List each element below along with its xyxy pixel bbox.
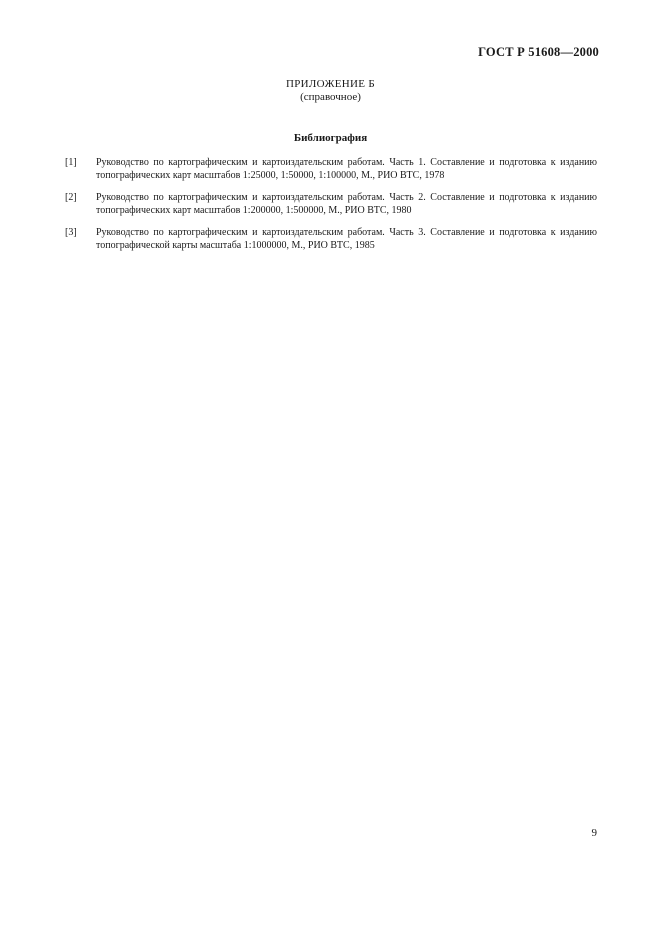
bibliography-item bbox=[65, 192, 597, 217]
appendix-heading bbox=[0, 78, 661, 104]
bibliography-list bbox=[65, 157, 597, 262]
bibliography-item-number: [1] bbox=[65, 157, 77, 168]
bibliography-title: Библиография bbox=[293, 132, 368, 144]
page-number: 9 bbox=[591, 827, 597, 839]
bibliography-item-text: Руководство по картографическим и картоиздательским работам. Часть 3. Составление и подготовка к изданию топографической карты масштаба 1:1000000, М., РИО ВТС, 1985 bbox=[96, 227, 597, 251]
appendix-subtitle: (справочное) bbox=[300, 91, 361, 103]
bibliography-item-text: Руководство по картографическим и картоиздательским работам. Часть 1. Составление и подготовка к изданию топографических карт масштабов 1:25000, 1:50000, 1:100000, М., РИО ВТС, 1978 bbox=[96, 157, 597, 181]
document-code: ГОСТ Р 51608—2000 bbox=[478, 45, 599, 59]
bibliography-item bbox=[65, 227, 597, 252]
appendix-title: ПРИЛОЖЕНИЕ Б bbox=[286, 78, 375, 90]
bibliography-item bbox=[65, 157, 597, 182]
bibliography-item-number: [2] bbox=[65, 192, 77, 203]
bibliography-item-text: Руководство по картографическим и картоиздательским работам. Часть 2. Составление и подготовка к изданию топографических карт масштабов 1:200000, 1:500000, М., РИО ВТС, 1980 bbox=[96, 192, 597, 216]
bibliography-item-number: [3] bbox=[65, 227, 77, 238]
